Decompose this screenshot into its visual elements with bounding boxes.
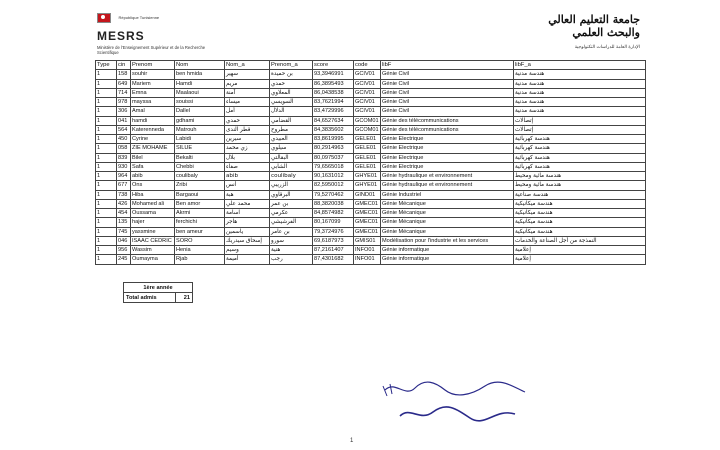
table-row: [96, 199, 646, 208]
nom-cell: souissi: [175, 98, 225, 107]
ministry-acronym: MESRS: [97, 29, 145, 43]
table-row: [96, 116, 646, 125]
filiere-ar-cell: إعلامية: [514, 246, 646, 255]
cin-cell: 956: [117, 246, 131, 255]
score-cell: 86,0438538: [313, 88, 354, 97]
nom-cell: ben ameur: [175, 227, 225, 236]
code-cell: GCIV01: [354, 88, 381, 97]
table-row: [96, 135, 646, 144]
score-cell: 87,4301682: [313, 255, 354, 264]
filiere-cell: Génie hydraulique et environnement: [381, 172, 514, 181]
year-label: 1ère année: [124, 283, 193, 293]
table-row: [96, 181, 646, 190]
filiere-ar-cell: هندسة كهربائية: [514, 135, 646, 144]
filiere-ar-cell: هندسة كهربائية: [514, 144, 646, 153]
filiere-ar-cell: إعلامية: [514, 255, 646, 264]
type-cell: 1: [96, 162, 117, 171]
nom-ar-cell: اسامة: [225, 209, 270, 218]
nom-cell: SILUE: [175, 144, 225, 153]
prenom-cell: Hiba: [131, 190, 175, 199]
prenom-cell: Oumayma: [131, 255, 175, 264]
nom-ar-cell: سهير: [225, 70, 270, 79]
table-row: [96, 153, 646, 162]
total-value: 21: [176, 293, 193, 303]
nom-ar-cell: هاجر: [225, 218, 270, 227]
nom-ar-cell: أميمة: [225, 255, 270, 264]
letterhead-right: [520, 13, 640, 50]
prenom-cell: Mariem: [131, 79, 175, 88]
nom-ar-cell: وسيم: [225, 246, 270, 255]
prenom-cell: yassmine: [131, 227, 175, 236]
nom-cell: ferchichi: [175, 218, 225, 227]
prenom-ar-cell: سيلوي: [270, 144, 313, 153]
cin-cell: 046: [117, 236, 131, 245]
nom-cell: coulibaly: [175, 172, 225, 181]
type-cell: 1: [96, 107, 117, 116]
arabic-subtitle: الإدارة العامة للدراسات التكنولوجية: [574, 45, 640, 50]
filiere-cell: Génie hydraulique et environnement: [381, 181, 514, 190]
filiere-cell: Génie Civil: [381, 70, 514, 79]
cin-cell: 745: [117, 227, 131, 236]
filiere-cell: Génie Mécanique: [381, 209, 514, 218]
ministry-name: Ministère de l'Enseignement Supérieur et de la Recherche Scientifique: [97, 45, 206, 55]
type-cell: 1: [96, 70, 117, 79]
type-cell: 1: [96, 181, 117, 190]
filiere-cell: Génie Civil: [381, 88, 514, 97]
code-cell: GELE01: [354, 135, 381, 144]
code-cell: GCIV01: [354, 98, 381, 107]
cin-cell: 564: [117, 125, 131, 134]
prenom-cell: Amal: [131, 107, 175, 116]
type-cell: 1: [96, 135, 117, 144]
page-number: 1: [350, 438, 354, 444]
score-cell: 80,2914963: [313, 144, 354, 153]
code-cell: GMIS01: [354, 236, 381, 245]
filiere-ar-cell: هندسة ميكانيكية: [514, 218, 646, 227]
table-row: [96, 98, 646, 107]
filiere-cell: Génie des télécommunications: [381, 116, 514, 125]
nom-cell: Zribi: [175, 181, 225, 190]
stamp-mark: [383, 384, 392, 396]
prenom-cell: Katerenneda: [131, 125, 175, 134]
filiere-cell: Génie Electrique: [381, 135, 514, 144]
code-cell: GMEC01: [354, 227, 381, 236]
prenom-ar-cell: القضامي: [270, 116, 313, 125]
filiere-ar-cell: هندسة صناعية: [514, 190, 646, 199]
prenom-cell: ZIE MOHAME: [131, 144, 175, 153]
column-header: Nom: [175, 61, 225, 70]
nom-cell: Hamdi: [175, 79, 225, 88]
table-row: [96, 79, 646, 88]
filiere-ar-cell: هندسة مدنية: [514, 98, 646, 107]
cin-cell: 930: [117, 162, 131, 171]
signature-stamp: [375, 378, 535, 428]
column-header: Nom_a: [225, 61, 270, 70]
filiere-ar-cell: هندسة ميكانيكية: [514, 209, 646, 218]
score-cell: 88,3820038: [313, 199, 354, 208]
type-cell: 1: [96, 98, 117, 107]
column-header: Type: [96, 61, 117, 70]
prenom-cell: mayssa: [131, 98, 175, 107]
prenom-ar-cell: الدلال: [270, 107, 313, 116]
table-row: [96, 107, 646, 116]
type-cell: 1: [96, 199, 117, 208]
prenom-cell: souhir: [131, 70, 175, 79]
prenom-cell: Bilel: [131, 153, 175, 162]
table-row: [96, 218, 646, 227]
prenom-ar-cell: coulibaly: [270, 172, 313, 181]
code-cell: GMEC01: [354, 218, 381, 227]
type-cell: 1: [96, 125, 117, 134]
nom-cell: Matrouh: [175, 125, 225, 134]
nom-ar-cell: بلال: [225, 153, 270, 162]
nom-ar-cell: أمل: [225, 107, 270, 116]
type-cell: 1: [96, 209, 117, 218]
tunisia-flag-icon: [97, 13, 111, 23]
prenom-cell: Oussama: [131, 209, 175, 218]
filiere-cell: Génie Civil: [381, 98, 514, 107]
filiere-cell: Génie des télécommunications: [381, 125, 514, 134]
cin-cell: 058: [117, 144, 131, 153]
type-cell: 1: [96, 79, 117, 88]
table-row: [96, 70, 646, 79]
score-cell: 83,4729996: [313, 107, 354, 116]
code-cell: GHYE01: [354, 172, 381, 181]
nom-ar-cell: ميساء: [225, 98, 270, 107]
table-row: [96, 88, 646, 97]
column-header: Prenom_a: [270, 61, 313, 70]
code-cell: GCOM01: [355, 117, 379, 124]
score-cell: 90,1631012: [313, 172, 354, 181]
filiere-ar-cell: هندسة كهربائية: [514, 162, 646, 171]
score-cell: 83,7621994: [313, 98, 354, 107]
filiere-ar-cell: هندسة ميكانيكية: [514, 199, 646, 208]
filiere-ar-cell: هندسة مائية ومحيط: [514, 181, 646, 190]
type-cell: 1: [96, 255, 117, 264]
prenom-ar-cell: الفرشيشي: [270, 218, 313, 227]
filiere-cell: Génie Civil: [381, 79, 514, 88]
score-cell: 82,5950012: [313, 181, 354, 190]
cin-cell: 714: [117, 88, 131, 97]
nom-ar-cell: abib: [225, 172, 270, 181]
code-cell: GCIV01: [354, 107, 381, 116]
filiere-ar-cell: إتصالات: [514, 125, 646, 134]
cin-cell: 649: [117, 79, 131, 88]
prenom-ar-cell: البرقاوي: [270, 190, 313, 199]
table-row: [96, 246, 646, 255]
nom-cell: Henia: [175, 246, 225, 255]
nom-ar-cell: أنس: [225, 181, 270, 190]
prenom-cell: Mohamed ali: [131, 199, 175, 208]
code-cell: GMEC01: [354, 209, 381, 218]
nom-ar-cell: هبة: [225, 190, 270, 199]
cin-cell: 738: [117, 190, 131, 199]
type-cell: 1: [96, 116, 117, 125]
nom-ar-cell: إسحاق سيدريك: [225, 236, 270, 245]
nom-cell: Bargaoui: [175, 190, 225, 199]
filiere-cell: Génie Electrique: [381, 153, 514, 162]
type-cell: 1: [96, 227, 117, 236]
code-cell: GELE01: [354, 162, 381, 171]
table-row: [96, 190, 646, 199]
table-row: [96, 209, 646, 218]
column-header: libF_a: [514, 61, 646, 70]
code-cell: GELE01: [354, 144, 381, 153]
score-cell: 80,167099: [313, 218, 354, 227]
prenom-ar-cell: حمدي: [270, 79, 313, 88]
type-cell: 1: [96, 172, 117, 181]
filiere-ar-cell: النمذجة من أجل الصناعة والخدمات: [514, 236, 646, 245]
prenom-ar-cell: سورو: [270, 236, 313, 245]
score-cell: 86,3895493: [313, 79, 354, 88]
score-cell: 87,2161407: [313, 246, 354, 255]
cin-cell: 158: [117, 70, 131, 79]
filiere-cell: Génie Mécanique: [381, 227, 514, 236]
table-row: [96, 172, 646, 181]
column-header: cin: [117, 61, 131, 70]
prenom-ar-cell: الزريبي: [270, 181, 313, 190]
column-header: score: [313, 61, 354, 70]
prenom-ar-cell: مطروح: [270, 125, 313, 134]
prenom-cell: hamdi: [131, 116, 175, 125]
cin-cell: 964: [117, 172, 131, 181]
cin-cell: 454: [117, 209, 131, 218]
arabic-title: جامعة التعليم العالي والبحث العلمي: [548, 13, 640, 39]
nom-ar-cell: زي محمد: [225, 144, 270, 153]
prenom-ar-cell: العبيدي: [270, 135, 313, 144]
filiere-cell: Génie Civil: [381, 107, 514, 116]
filiere-cell: Génie informatique: [381, 246, 514, 255]
stamp-line-bottom: [400, 407, 515, 421]
type-cell: 1: [96, 218, 117, 227]
filiere-cell: Modélisation pour l'industrie et les services: [381, 236, 514, 245]
filiere-ar-cell: هندسة مدنية: [514, 88, 646, 97]
prenom-ar-cell: عكرمي: [270, 209, 313, 218]
nom-cell: Ben amor: [175, 199, 225, 208]
republic-label: République Tunisienne: [118, 15, 160, 21]
column-header: code: [354, 61, 381, 70]
nom-cell: ben hmida: [175, 70, 225, 79]
code-cell: INFO01: [354, 246, 381, 255]
cin-cell: 306: [117, 107, 131, 116]
filiere-ar-cell: إتصالات: [514, 116, 646, 125]
score-cell: 69,6187973: [313, 236, 354, 245]
prenom-cell: Safa: [131, 162, 175, 171]
nom-ar-cell: آمنة: [225, 88, 270, 97]
score-cell: 83,8619995: [313, 135, 354, 144]
filiere-ar-cell: هندسة مائية ومحيط: [514, 172, 646, 181]
summary-table: [123, 282, 193, 303]
prenom-ar-cell: بن عامر: [270, 227, 313, 236]
filiere-ar-cell: هندسة كهربائية: [514, 153, 646, 162]
cin-cell: 135: [117, 218, 131, 227]
nom-ar-cell: ياسمين: [225, 227, 270, 236]
prenom-ar-cell: بن حميدة: [270, 70, 313, 79]
table-row: [96, 227, 646, 236]
filiere-ar-cell: هندسة مدنية: [514, 70, 646, 79]
code-cell: GMEC01: [354, 199, 381, 208]
type-cell: 1: [96, 236, 117, 245]
code-cell: GELE01: [354, 153, 381, 162]
type-cell: 1: [96, 88, 117, 97]
filiere-cell: Génie Electrique: [381, 162, 514, 171]
nom-cell: gdhami: [175, 116, 225, 125]
cin-cell: 978: [117, 98, 131, 107]
filiere-cell: Génie Industriel: [381, 190, 514, 199]
code-cell: INFO01: [354, 255, 381, 264]
republic-line: [97, 9, 217, 27]
prenom-cell: Cyrine: [131, 135, 175, 144]
filiere-ar-cell: هندسة مدنية: [514, 107, 646, 116]
code-cell: GIND01: [354, 190, 381, 199]
table-row: [96, 236, 646, 245]
nom-ar-cell: مريم: [225, 79, 270, 88]
letterhead-left: [97, 9, 217, 55]
prenom-cell: abib: [131, 172, 175, 181]
cin-cell: 450: [117, 135, 131, 144]
table-header-row: [96, 61, 646, 70]
score-cell: 84,8574982: [313, 209, 354, 218]
prenom-ar-cell: الشابي: [270, 162, 313, 171]
nom-ar-cell: محمد علي: [225, 199, 270, 208]
nom-cell: Labidi: [175, 135, 225, 144]
summary-year-row: [124, 283, 193, 293]
score-cell: 84,6527634: [313, 116, 354, 125]
cin-cell: 839: [117, 153, 131, 162]
stamp-line-top: [385, 382, 525, 395]
code-cell: GCIV01: [354, 70, 381, 79]
prenom-ar-cell: بن عمر: [270, 199, 313, 208]
nom-cell: Dallel: [175, 107, 225, 116]
cin-cell: 426: [117, 199, 131, 208]
nom-cell: Maalaoui: [175, 88, 225, 97]
table-row: [96, 255, 646, 264]
score-cell: 84,3835602: [313, 125, 354, 134]
filiere-ar-cell: هندسة ميكانيكية: [514, 227, 646, 236]
prenom-cell: Ons: [131, 181, 175, 190]
score-cell: 79,3724976: [313, 227, 354, 236]
nom-cell: Bekalti: [175, 153, 225, 162]
prenom-ar-cell: المعلاوي: [270, 88, 313, 97]
prenom-ar-cell: السويسي: [270, 98, 313, 107]
type-cell: 1: [96, 246, 117, 255]
nom-cell: Chebbi: [175, 162, 225, 171]
prenom-ar-cell: رجب: [270, 255, 313, 264]
column-header: libF: [381, 61, 514, 70]
nom-cell: Rjab: [175, 255, 225, 264]
filiere-cell: Génie informatique: [381, 255, 514, 264]
code-cell: GHYE01: [354, 181, 381, 190]
nom-cell: SORO: [175, 236, 225, 245]
nom-ar-cell: حمدي: [225, 116, 270, 125]
nom-ar-cell: صفاء: [225, 162, 270, 171]
table-row: [96, 144, 646, 153]
table-row: [96, 125, 646, 134]
type-cell: 1: [96, 153, 117, 162]
score-cell: 93,3946991: [313, 70, 354, 79]
score-cell: 80,0975037: [313, 153, 354, 162]
total-label: Total admis: [124, 293, 176, 303]
code-cell: GCIV01: [354, 79, 381, 88]
table-row: [96, 162, 646, 171]
nom-ar-cell: قطر الندى: [225, 125, 270, 134]
cin-cell: 245: [117, 255, 131, 264]
prenom-cell: hajer: [131, 218, 175, 227]
filiere-cell: Génie Mécanique: [381, 199, 514, 208]
filiere-cell: Génie Electrique: [381, 144, 514, 153]
prenom-ar-cell: البقالتي: [270, 153, 313, 162]
prenom-cell: Wassim: [131, 246, 175, 255]
score-cell: 79,5270462: [313, 190, 354, 199]
prenom-ar-cell: هنية: [270, 246, 313, 255]
code-cell: GCOM01: [355, 126, 379, 133]
cin-cell: 677: [117, 181, 131, 190]
summary-total-row: [124, 293, 193, 303]
filiere-ar-cell: هندسة مدنية: [514, 79, 646, 88]
nom-cell: Akrmi: [175, 209, 225, 218]
cin-cell: 041: [117, 116, 131, 125]
type-cell: 1: [96, 190, 117, 199]
column-header: Prenom: [131, 61, 175, 70]
admitted-students-table: [95, 60, 646, 265]
prenom-cell: ISAAC CEDRIC: [131, 236, 175, 245]
nom-ar-cell: سيرين: [225, 135, 270, 144]
score-cell: 79,6565018: [313, 162, 354, 171]
filiere-cell: Génie Mécanique: [381, 218, 514, 227]
type-cell: 1: [96, 144, 117, 153]
prenom-cell: Emna: [131, 88, 175, 97]
